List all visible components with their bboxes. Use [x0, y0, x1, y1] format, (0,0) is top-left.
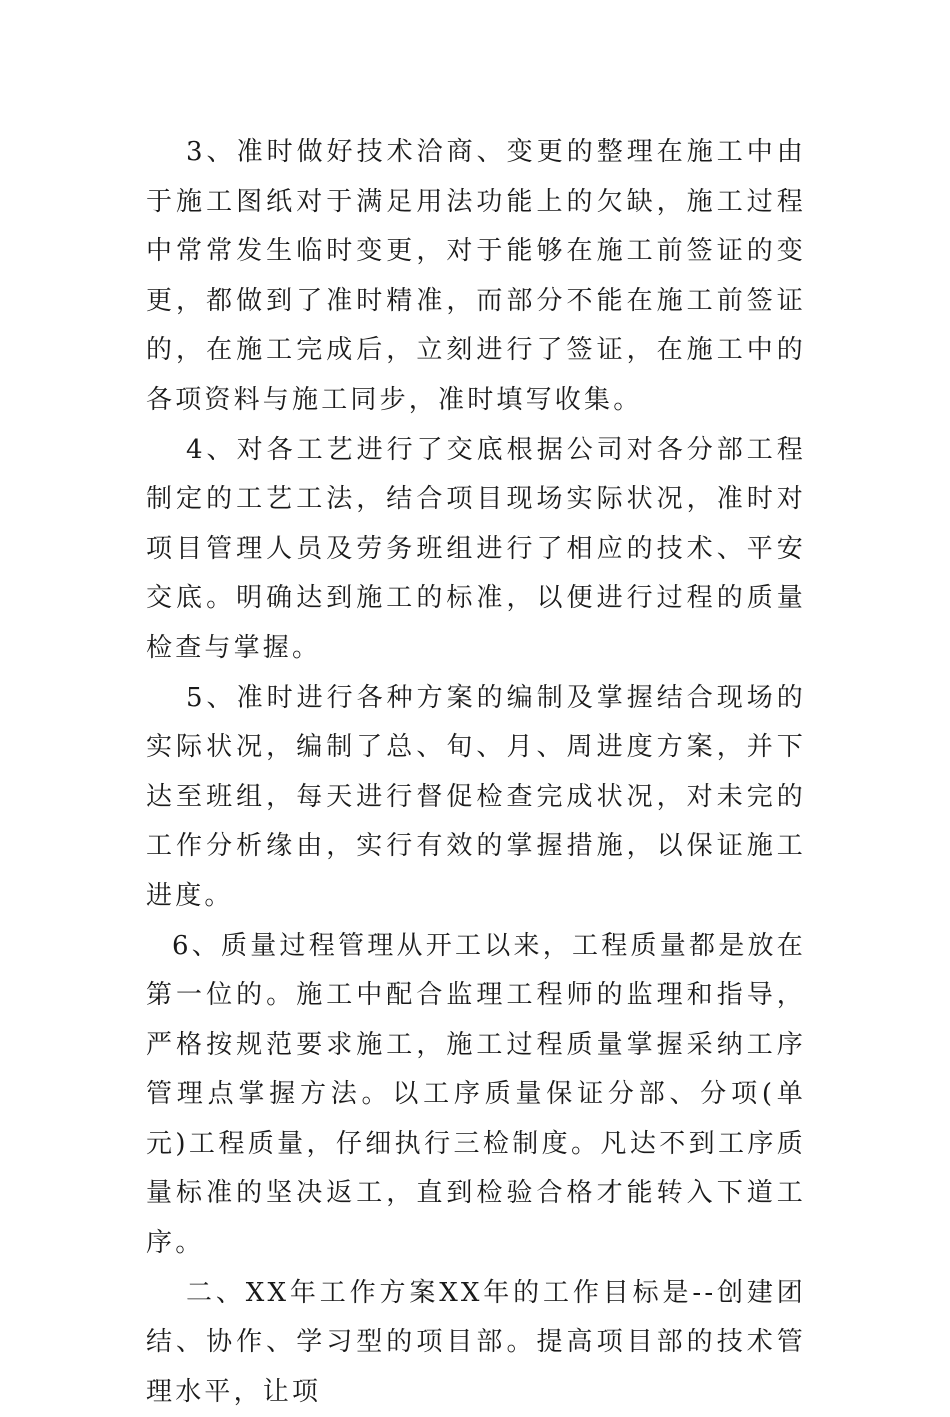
document-body	[146, 128, 806, 1417]
paragraph-item-4: 4、对各工艺进行了交底根据公司对各分部工程制定的工艺工法，结合项目现场实际状况，准时对项目管理人员及劳务班组进行了相应的技术、平安交底。明确达到施工的标准，以便进行过程的质量检查与掌握。	[146, 434, 806, 663]
paragraph-item-6: 6、质量过程管理从开工以来，工程质量都是放在第一位的。施工中配合监理工程师的监理和指导，严格按规范要求施工，施工过程质量掌握采纳工序管理点掌握方法。以工序质量保证分部、分项(单元)工程质量，仔细执行三检制度。凡达不到工序质量标准的坚决返工，直到检验合格才能转入下道工序。	[146, 930, 806, 1259]
paragraph-section-2: 二、XX年工作方案XX年的工作目标是--创建团结、协作、学习型的项目部。提高项目部的技术管理水平，让项	[146, 1277, 806, 1407]
paragraph-item-3: 3、准时做好技术洽商、变更的整理在施工中由于施工图纸对于满足用法功能上的欠缺，施工过程中常常发生临时变更，对于能够在施工前签证的变更，都做到了准时精准，而部分不能在施工前签证的，在施工完成后，立刻进行了签证，在施工中的各项资料与施工同步，准时填写收集。	[146, 137, 806, 415]
paragraph-item-5: 5、准时进行各种方案的编制及掌握结合现场的实际状况，编制了总、旬、月、周进度方案，并下达至班组，每天进行督促检查完成状况，对未完的工作分析缘由，实行有效的掌握措施，以保证施工进度。	[146, 682, 806, 911]
